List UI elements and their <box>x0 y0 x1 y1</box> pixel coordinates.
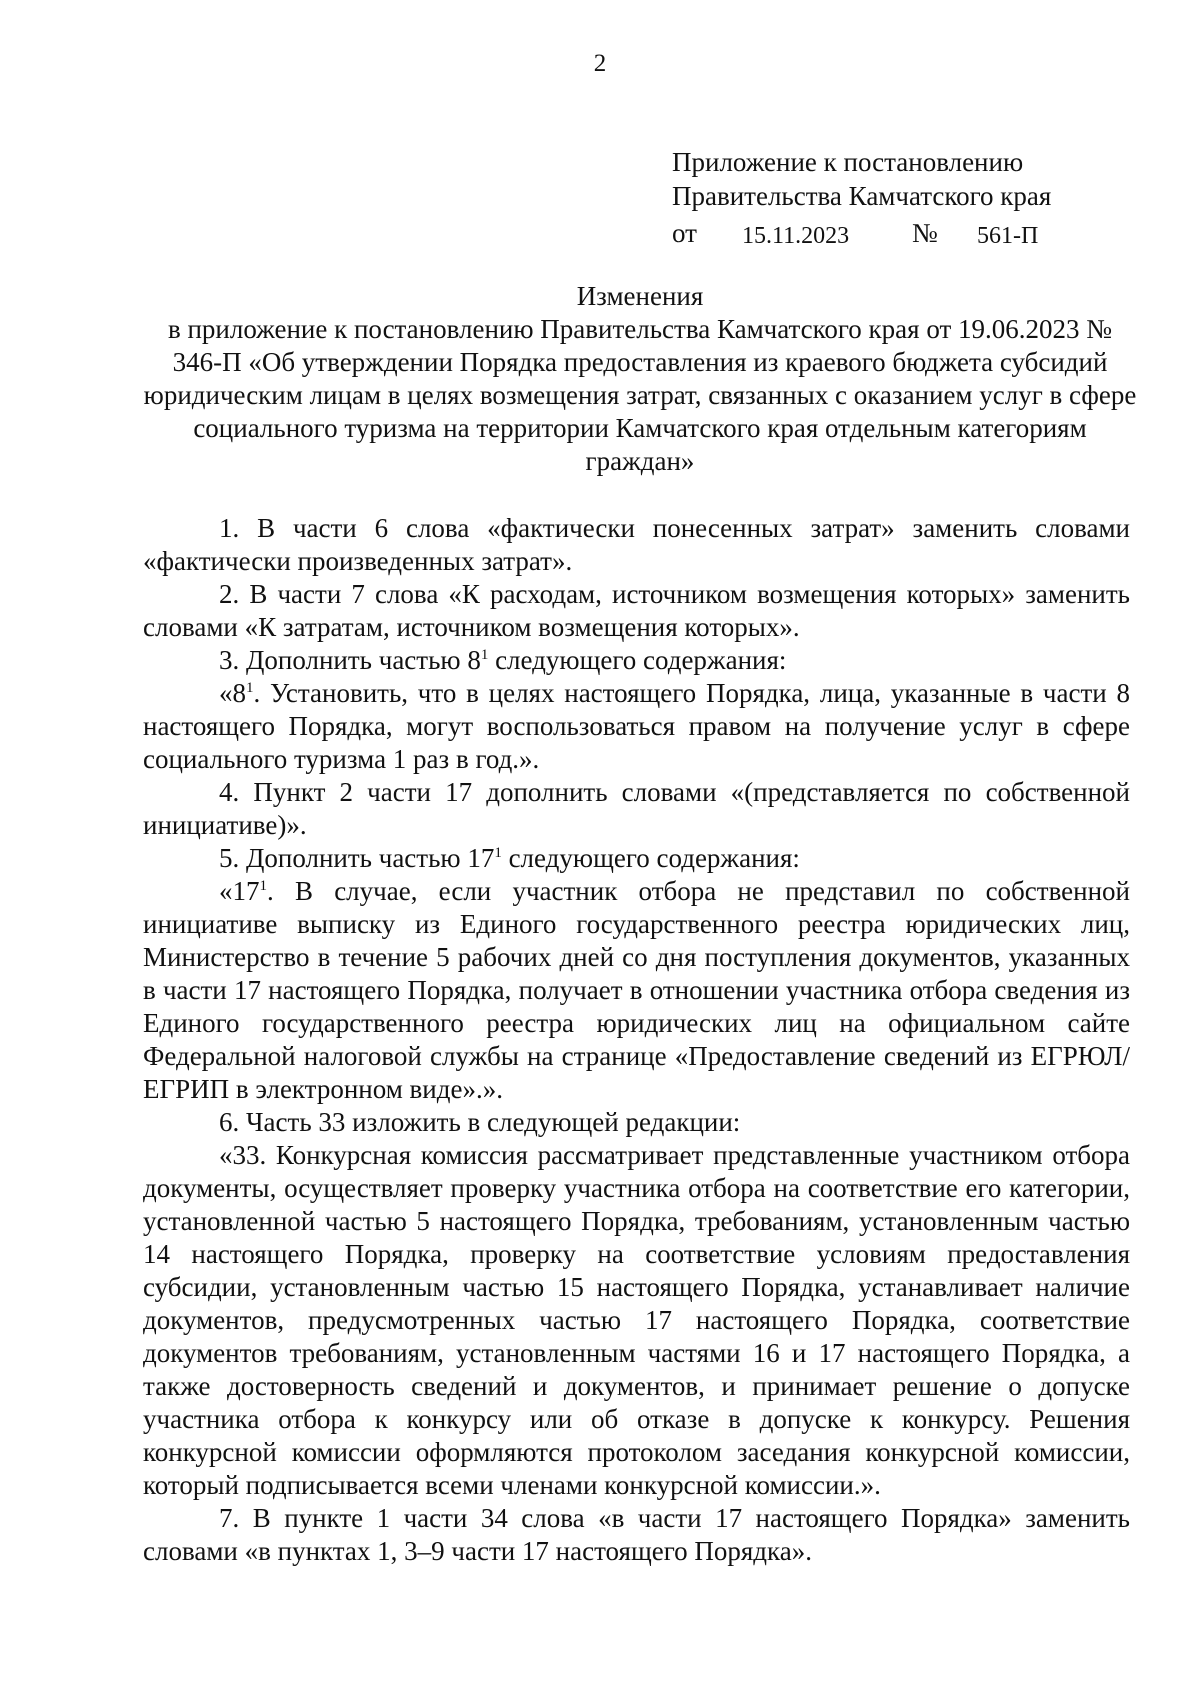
paragraph-1: 1. В части 6 слова «фактически понесенных затрат» заменить словами «фактически произведенных затрат». <box>143 513 1130 576</box>
page-number: 2 <box>593 50 607 77</box>
quote-start: «8 <box>219 678 246 708</box>
from-label: от <box>672 218 697 248</box>
paragraph-5-text: 5. Дополнить частью 17 <box>219 843 495 873</box>
superscript: 1 <box>246 680 254 696</box>
document-body <box>143 512 1130 1568</box>
paragraph-5 <box>143 842 1130 875</box>
appendix-reference-line <box>672 213 1051 247</box>
paragraph-3-text: 3. Дополнить частью 8 <box>219 645 481 675</box>
resolution-number: 561-П <box>977 223 1039 249</box>
document-title: Изменения <box>576 281 704 311</box>
paragraph-4: 4. Пункт 2 части 17 дополнить словами «(представляется по собственной инициативе)». <box>143 777 1130 840</box>
paragraph-6-quote: «33. Конкурсная комиссия рассматривает представленные участником отбора документы, осуществляет проверку участника отбора на соответствие его категории, установленной частью 5 настоящего Порядка, требованиям, установленным частью 14 настоящего Порядка, проверку на соответствие условиям предоставления субсидии, установленным частью 15 настоящего Порядка, устанавливает наличие документов, предусмотренных частью 17 настоящего Порядка, соответствие документов требованиям, установленным частями 16 и 17 настоящего Порядка, а также достоверность сведений и документов, и принимает решение о допуске участника отбора к конкурсу или об отказе в допуске к конкурсу. Решения конкурсной комиссии оформляются протоколом заседания конкурсной комиссии, который подписывается всеми членами конкурсной комиссии.». <box>143 1140 1130 1500</box>
quote-text: . В случае, если участник отбора не представил по собственной инициативе выписку из Единого государственного реестра юридических лиц, Министерство в течение 5 рабочих дней со дня поступления документов, указанных в части 17 настоящего Порядка, получает в отношении участника отбора сведения из Единого государственного реестра юридических лиц на официальном сайте Федеральной налоговой службы на странице «Предоставление сведений из ЕГРЮЛ/ЕГРИП в электронном виде».». <box>143 876 1130 1104</box>
appendix-line-1: Приложение к постановлению <box>672 147 1024 177</box>
paragraph-3-text-end: следующего содержания: <box>488 645 787 675</box>
superscript: 1 <box>259 878 267 894</box>
appendix-line-2: Правительства Камчатского края <box>672 181 1052 211</box>
paragraph-7: 7. В пункте 1 части 34 слова «в части 17 настоящего Порядка» заменить словами «в пунктах 1, 3–9 части 17 настоящего Порядка». <box>143 1503 1130 1566</box>
paragraph-6: 6. Часть 33 изложить в следующей редакции: <box>219 1107 741 1137</box>
paragraph-3-quote <box>143 677 1130 776</box>
appendix-reference <box>672 145 1051 247</box>
quote-start: «17 <box>219 876 260 906</box>
paragraph-5-text-end: следующего содержания: <box>501 843 800 873</box>
superscript: 1 <box>480 647 489 663</box>
paragraph-5-quote <box>143 875 1130 1106</box>
document-subtitle: в приложение к постановлению Правительства Камчатского края от 19.06.2023 № 346-П «Об утверждении Порядка предоставления из краевого бюджета субсидий юридическим лицам в целях возмещения затрат, связанных с оказанием услуг в сфере социального туризма на территории Камчатского края отдельным категориям граждан» <box>143 314 1137 476</box>
number-sign: № <box>912 218 938 248</box>
paragraph-2: 2. В части 7 слова «К расходам, источником возмещения которых» заменить словами «К затратам, источником возмещения которых». <box>143 579 1130 642</box>
superscript: 1 <box>494 845 502 861</box>
resolution-date: 15.11.2023 <box>742 223 850 249</box>
quote-text: . Установить, что в целях настоящего Порядка, лица, указанные в части 8 настоящего Порядка, могут воспользоваться правом на получение услуг в сфере социального туризма 1 раз в год.». <box>143 678 1130 774</box>
paragraph-3 <box>143 644 1130 677</box>
